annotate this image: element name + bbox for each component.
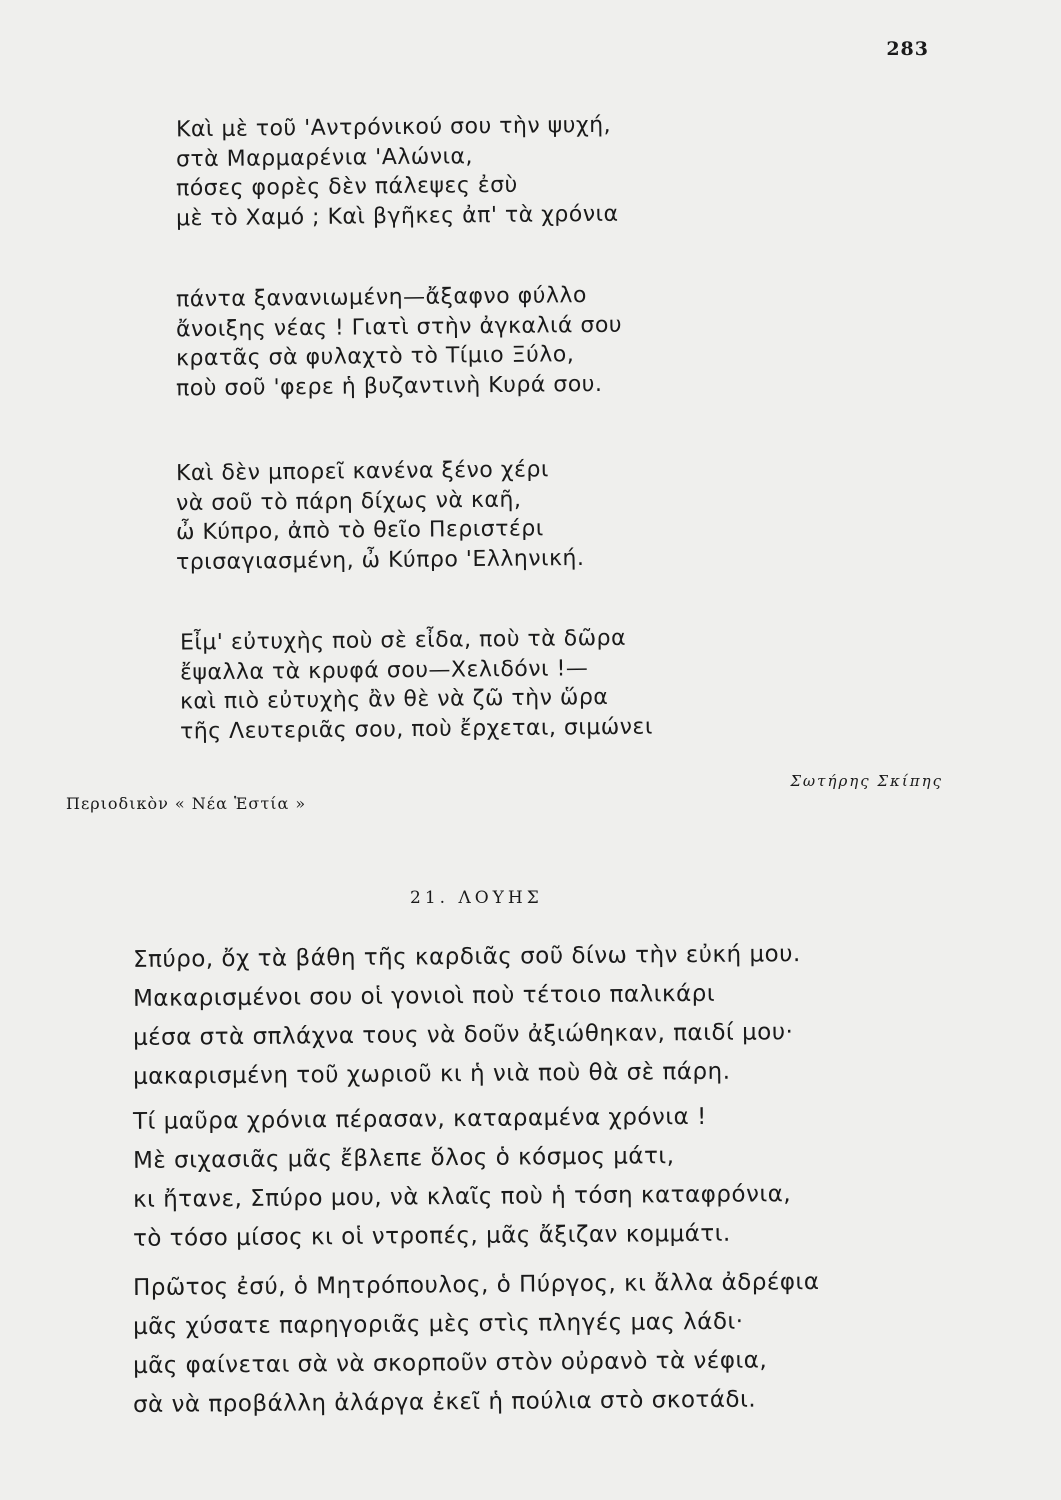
verse-line: μακαρισμένη τοῦ χωριοῦ κι ἡ νιὰ ποὺ θὰ σὲ πάρη. (132, 1058, 731, 1090)
poem1-stanza-4 (180, 626, 653, 744)
verse-line: πάντα ξανανιωμένη—ἄξαφνο φύλλο (175, 283, 588, 313)
verse-line: νὰ σοῦ τὸ πάρη δίχως νὰ καῆ, (175, 487, 522, 516)
verse-line: Πρῶτος ἐσύ, ὁ Μητρόπουλος, ὁ Πύργος, κι ἄλλα ἀδρέφια (132, 1269, 820, 1301)
poem1-stanza-3 (176, 457, 584, 575)
verse-line: Μὲ σιχασιᾶς μᾶς ἔβλεπε ὅλος ὁ κόσμος μάτι, (132, 1143, 675, 1174)
verse-line: κι ἤτανε, Σπύρο μου, νὰ κλαῖς ποὺ ἡ τόση καταφρόνια, (132, 1181, 792, 1213)
verse-line: μὲ τὸ Χαμό ; Καὶ βγῆκες ἀπ' τὰ χρόνια (175, 201, 619, 231)
poem2-stanza-3 (133, 1266, 819, 1422)
verse-line: σὰ νὰ προβάλλη ἀλάργα ἐκεῖ ἡ πούλια στὸ σκοτάδι. (132, 1386, 757, 1418)
poem-heading: 21. ΛΟΥΗΣ (410, 888, 543, 908)
verse-line: κρατᾶς σὰ φυλαχτὸ τὸ Τίμιο Ξύλο, (175, 342, 575, 372)
verse-line: Τί μαῦρα χρόνια πέρασαν, καταραμένα χρόνια ! (132, 1103, 707, 1135)
verse-line: τῆς Λευτεριᾶς σου, ποὺ ἔρχεται, σιμώνει (179, 714, 653, 744)
verse-line: στὰ Μαρμαρένια 'Αλώνια, (175, 143, 474, 172)
verse-line: πόσες φορὲς δὲν πάλεψες ἐσὺ (175, 172, 518, 202)
poem1-stanza-2 (176, 283, 622, 401)
verse-line: μᾶς φαίνεται σὰ νὰ σκορποῦν στὸν οὐρανὸ τὰ νέφια, (132, 1347, 768, 1379)
page-number: 283 (886, 38, 929, 60)
verse-line: Μακαρισμένοι σου οἱ γονιοὶ ποὺ τέτοιο παλικάρι (132, 980, 716, 1012)
verse-line: ὦ Κύπρο, ἀπὸ τὸ θεῖο Περιστέρι (175, 516, 544, 546)
verse-line: Καὶ μὲ τοῦ 'Αντρόνικού σου τὴν ψυχή, (175, 112, 612, 143)
verse-line: Εἶμ' εὐτυχὴς ποὺ σὲ εἶδα, ποὺ τὰ δῶρα (179, 625, 627, 656)
signature: Σωτήρης Σκίπης (790, 772, 943, 790)
verse-line: ἔψαλλα τὰ κρυφά σου—Χελιδόνι !— (179, 655, 589, 685)
poem2-stanza-1 (133, 938, 801, 1094)
source-citation: Περιοδικὸν « Νέα Ἑστία » (66, 794, 307, 813)
verse-line: τὸ τόσο μίσος κι οἱ ντροπές, μᾶς ἄξιζαν κομμάτι. (132, 1220, 731, 1252)
verse-line: μᾶς χύσατε παρηγοριᾶς μὲς στὶς πληγές μας λάδι· (132, 1308, 744, 1340)
verse-line: τρισαγιασμένη, ὦ Κύπρο 'Ελληνική. (175, 545, 585, 575)
verse-line: Σπύρο, ὄχ τὰ βάθη τῆς καρδιᾶς σοῦ δίνω τὴν εὐκή μου. (132, 941, 801, 973)
verse-line: ἄνοιξης νέας ! Γιατὶ στὴν ἀγκαλιά σου (175, 312, 623, 342)
verse-line: μέσα στὰ σπλάχνα τους νὰ δοῦν ἀξιώθηκαν, παιδί μου· (132, 1019, 794, 1051)
poem2-stanza-2 (133, 1100, 791, 1256)
verse-line: καὶ πιὸ εὐτυχὴς ἂν θὲ νὰ ζῶ τὴν ὥρα (179, 684, 609, 715)
verse-line: ποὺ σοῦ 'φερε ἡ βυζαντινὴ Κυρά σου. (175, 371, 603, 401)
verse-line: Καὶ δὲν μπορεῖ κανένα ξένο χέρι (175, 457, 549, 487)
poem1-stanza-1 (176, 113, 619, 231)
